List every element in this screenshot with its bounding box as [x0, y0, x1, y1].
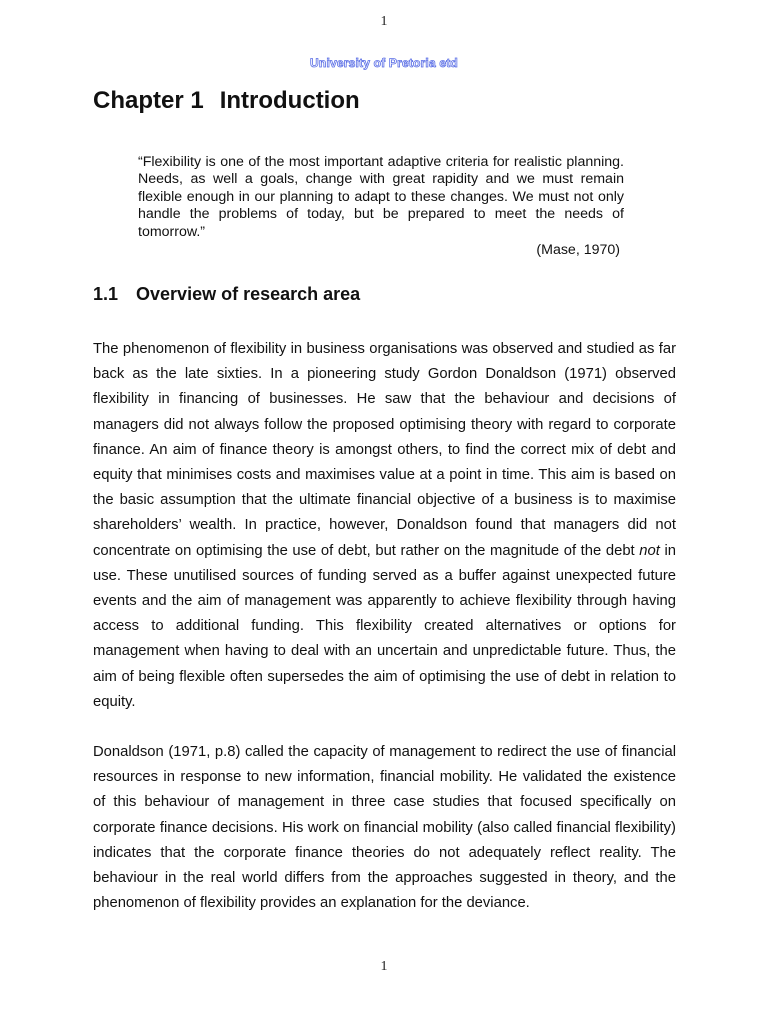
body-paragraph-2: Donaldson (1971, p.8) called the capacity of management to redirect the use of financial resources in response to new information, financial mobility. He validated the existence of this behaviour of management in three case studies that focused specifically on corporate finance decisions. His work on financial mobility (also called financial flexibility) indicates that the corporate finance theories do not adequately reflect reality. The behaviour in the real world differs from the approaches suggested in theory, and the phenomenon of flexibility provides an explanation for the deviance. [93, 744, 676, 912]
paragraph-1-emphasis: not [639, 542, 660, 559]
chapter-label: Chapter 1 [93, 87, 204, 114]
paragraph-1-text-b: in use. These unutilised sources of funding served as a buffer against unexpected future events and the aim of management was apparently to achieve flexibility through having access to additional funding. This flexibility created alternatives or options for management when having to deal with an uncertain and unpredictable future. Thus, the aim of being flexible often supersedes the aim of optimising the use of debt in relation to equity. [93, 542, 676, 710]
chapter-name: Introduction [219, 87, 360, 114]
chapter-title [93, 86, 360, 116]
epigraph-citation: (Mase, 1970) [536, 242, 620, 258]
header-page-number: 1 [380, 14, 388, 29]
section-title: Overview of research area [136, 284, 361, 304]
university-watermark: University of Pretoria etd [310, 56, 458, 70]
section-heading [93, 282, 360, 306]
footer-page-number: 1 [380, 959, 388, 974]
body-paragraph-1 [93, 337, 676, 715]
epigraph-quote: “Flexibility is one of the most important adaptive criteria for realistic planning. Needs, as well a goals, change with great rapidity and we must remain flexible enough in our planning to adapt to these changes. We must not only handle the problems of today, but be prepared to meet the needs of tomorrow.” [138, 154, 624, 240]
section-number: 1.1 [93, 284, 119, 304]
paragraph-1-text-a: The phenomenon of flexibility in business organisations was observed and studied as far back as the late sixties. In a pioneering study Gordon Donaldson (1971) observed flexibility in financing of businesses. He saw that the behaviour and decisions of managers did not always follow the proposed optimising theory with regard to corporate finance. An aim of finance theory is amongst others, to find the correct mix of debt and equity that minimises costs and maximises value at a point in time. This aim is based on the basic assumption that the ultimate financial objective of a business is to maximise shareholders’ wealth. In practice, however, Donaldson found that managers did not concentrate on optimising the use of debt, but rather on the magnitude of the debt [93, 341, 676, 559]
